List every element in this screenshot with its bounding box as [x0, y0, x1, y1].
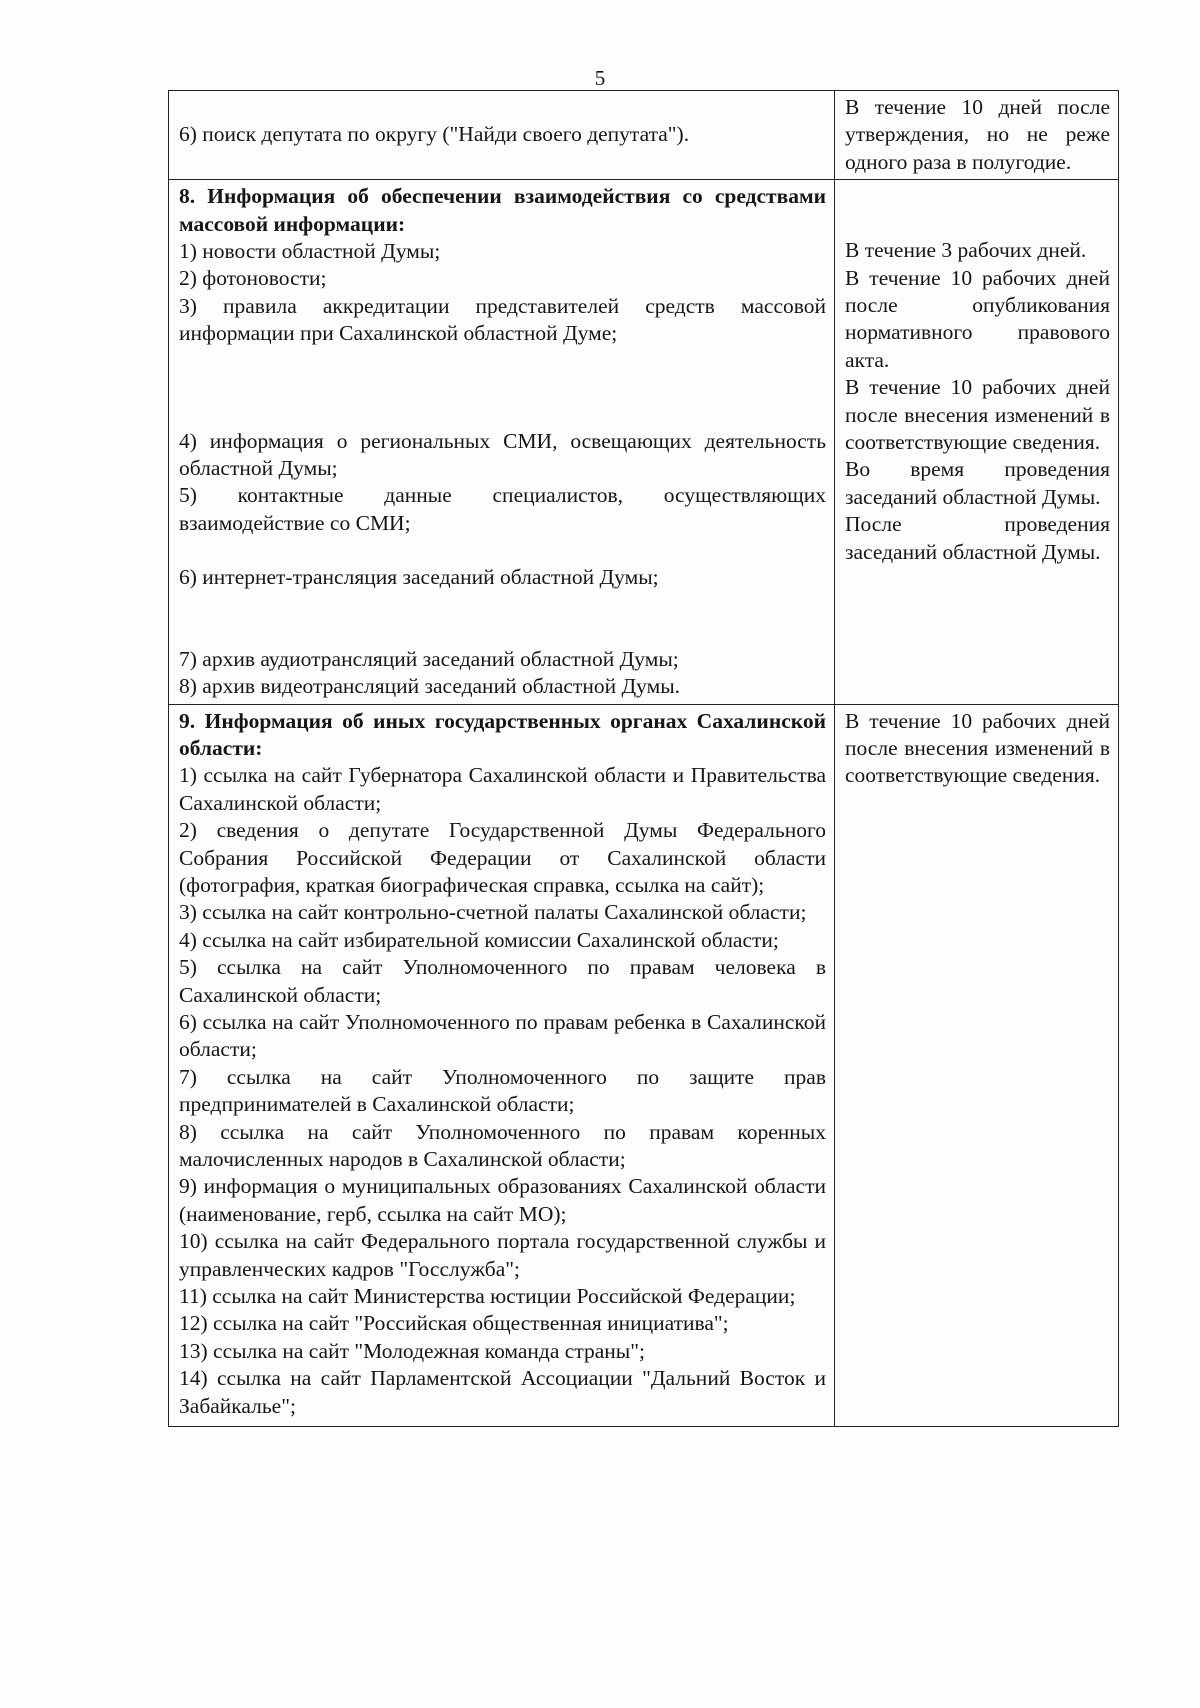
list-item: 14) ссылка на сайт Парламентской Ассоциации "Дальний Восток и Забайкалье";: [179, 1366, 826, 1418]
deadline-text: Во время проведения заседаний областной Думы.: [845, 457, 1110, 509]
deadline-text: После проведения заседаний областной Думы.: [845, 512, 1110, 564]
list-item: 7) архив аудиотрансляций заседаний областной Думы;: [179, 646, 679, 671]
list-item: 8) ссылка на сайт Уполномоченного по правам коренных малочисленных народов в Сахалинской области;: [179, 1119, 826, 1171]
list-item: 8) архив видеотрансляций заседаний областной Думы.: [179, 674, 681, 699]
list-item: 10) ссылка на сайт Федерального портала государственной службы и управленческих кадров "Госслужба";: [179, 1229, 826, 1281]
document-table: [168, 90, 1119, 1427]
deadline-text: В течение 10 рабочих дней после внесения изменений в соответствующие сведения.: [845, 708, 1110, 788]
list-item: 12) ссылка на сайт "Российская общественная инициатива";: [179, 1311, 729, 1336]
list-item: 11) ссылка на сайт Министерства юстиции Российской Федерации;: [179, 1284, 796, 1309]
page-number: 5: [594, 66, 606, 90]
list-item: 5) ссылка на сайт Уполномоченного по правам человека в Сахалинской области;: [179, 955, 826, 1007]
list-item: 6) интернет-трансляция заседаний областной Думы;: [179, 565, 659, 590]
table-cell-deadline: [835, 91, 1119, 180]
list-item: 9) информация о муниципальных образованиях Сахалинской области (наименование, герб, ссылка на сайт МО);: [179, 1174, 826, 1226]
list-item: 4) ссылка на сайт избирательной комиссии Сахалинской области;: [179, 927, 779, 952]
list-item: 3) правила аккредитации представителей средств массовой информации при Сахалинской областной Думе;: [179, 293, 826, 346]
deadline-text: В течение 3 рабочих дней.: [845, 238, 1087, 263]
table-row: [169, 91, 1119, 180]
deadline-text: В течение 10 рабочих дней после внесения изменений в соответствующие сведения.: [845, 375, 1110, 455]
deadline-text: В течение 10 дней после утверждения, но не реже одного раза в полугодие.: [845, 95, 1110, 174]
table-cell-deadline: [835, 180, 1119, 704]
table-cell-item: [169, 180, 835, 704]
section-heading: 9. Информация об иных государственных органах Сахалинской области:: [179, 708, 826, 760]
list-item: 4) информация о региональных СМИ, освещающих деятельность областной Думы;: [179, 428, 826, 481]
list-item: 6) поиск депутата по округу ("Найди своего депутата").: [179, 122, 690, 146]
list-item: 2) фотоновости;: [179, 266, 327, 291]
list-item: 5) контактные данные специалистов, осуществляющих взаимодействие со СМИ;: [179, 483, 826, 535]
list-item: 1) новости областной Думы;: [179, 239, 441, 264]
table-row: [169, 704, 1119, 1427]
section-heading: 8. Информация об обеспечении взаимодействия со средствами массовой информации:: [179, 184, 826, 236]
deadline-text: В течение 10 рабочих дней после опубликования нормативного правового акта.: [845, 265, 1110, 372]
list-item: 1) ссылка на сайт Губернатора Сахалинской области и Правительства Сахалинской области;: [179, 763, 826, 815]
table-cell-item: [169, 704, 835, 1427]
table-cell-item: [169, 91, 835, 180]
list-item: 6) ссылка на сайт Уполномоченного по правам ребенка в Сахалинской области;: [179, 1009, 826, 1062]
list-item: 3) ссылка на сайт контрольно-счетной палаты Сахалинской области;: [179, 900, 807, 925]
list-item: 7) ссылка на сайт Уполномоченного по защите прав предпринимателей в Сахалинской области;: [179, 1064, 826, 1117]
list-item: 2) сведения о депутате Государственной Думы Федерального Собрания Российской Федерации от Сахалинской области (фотография, краткая биографическая справка, ссылка на сайт);: [179, 818, 826, 897]
list-item: 13) ссылка на сайт "Молодежная команда страны";: [179, 1338, 645, 1363]
table-cell-deadline: [835, 704, 1119, 1427]
table-row: [169, 180, 1119, 704]
